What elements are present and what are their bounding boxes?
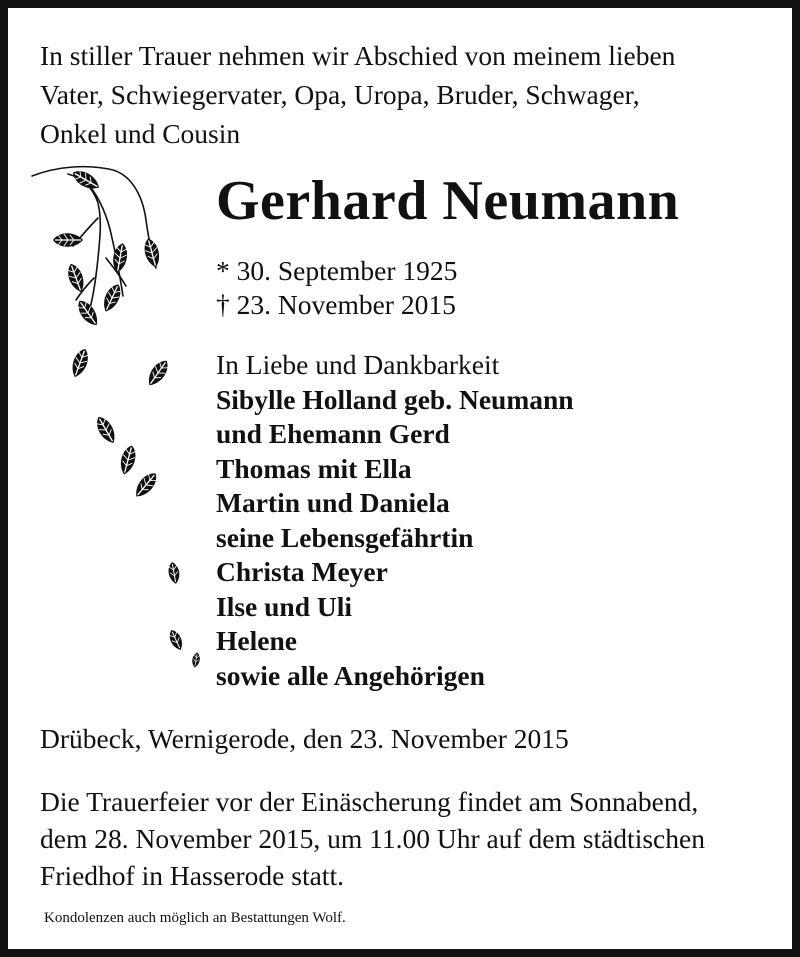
intro-line: Onkel und Cousin [40,118,241,149]
death-date: † 23. November 2015 [216,289,456,320]
place-and-date: Drübeck, Wernigerode, den 23. November 2015 [40,723,569,754]
mourner-name: und Ehemann Gerd [216,418,450,449]
service-line: dem 28. November 2015, um 11.00 Uhr auf dem städtischen [40,823,705,854]
condolence-note: Kondolenzen auch möglich an Bestattungen Wolf. [44,910,346,926]
service-line: Die Trauerfeier vor der Einäscherung findet am Sonnabend, [40,786,699,817]
mourner-name: Sibylle Holland geb. Neumann [216,383,574,415]
mourner-name: Thomas mit Ella [216,452,412,484]
mourner-name: seine Lebensgefährtin [216,521,474,553]
mourner-name: Christa Meyer [216,556,388,587]
intro-text [40,36,780,153]
mourners-intro: In Liebe und Dankbarkeit [216,349,500,380]
funeral-service-info [40,783,705,894]
mourner-name: sowie alle Angehörigen [216,659,485,691]
deceased-name: Gerhard Neumann [216,170,680,232]
birth-date: * 30. September 1925 [216,255,458,286]
mourners-list [216,348,574,693]
mourner-name: Ilse und Uli [216,590,353,622]
life-dates [216,254,457,322]
mourner-name: Helene [216,625,297,656]
mourner-name: Martin und Daniela [216,487,450,518]
intro-line: Vater, Schwiegervater, Opa, Uropa, Bruder, Schwager, [40,79,640,110]
service-line: Friedhof in Hasserode statt. [40,860,344,891]
intro-line: In stiller Trauer nehmen wir Abschied von meinem lieben [40,40,676,71]
leaf-branch-icon [28,158,218,678]
